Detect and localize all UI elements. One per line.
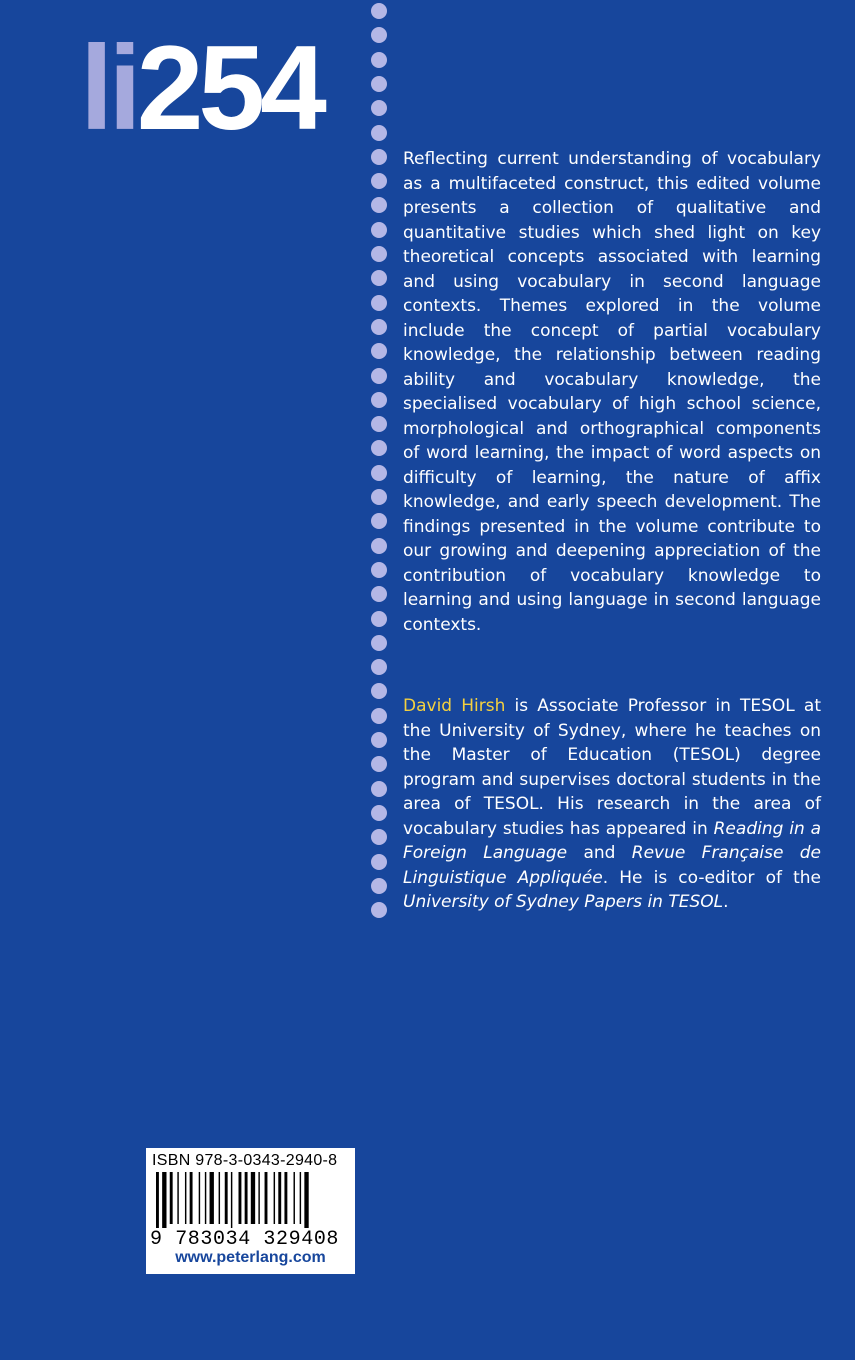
barcode-bar [185,1172,186,1224]
decorative-dot [371,319,387,335]
author-name: David Hirsh [403,696,506,716]
decorative-dot [371,732,387,748]
decorative-dot [371,246,387,262]
barcode-bar [231,1172,232,1228]
decorative-dot [371,708,387,724]
barcode-bar [156,1172,159,1228]
series-number-logo [80,21,322,155]
decorative-dot [371,295,387,311]
barcode-bar [304,1172,308,1228]
decorative-dot [371,368,387,384]
barcode-bar [177,1172,178,1224]
barcode-bar [300,1172,301,1224]
decorative-dot [371,659,387,675]
decorative-dot [371,125,387,141]
series-number: 254 [136,21,322,155]
bio-text: . [723,892,729,912]
book-description: Reflecting current understanding of vocabulary as a multifaceted construct, this edited volume presents a collection of qualitative and quantitative studies which shed light on key theoretical concepts associated with learning and using vocabulary in second language contexts. Themes explored in the volume include the concept of partial vocabulary knowledge, the relationship between reading ability and vocabulary knowledge, the specialised vocabulary of high school science, morphological and orthographical components of word learning, the impact of word aspects on difficulty of learning, the nature of affix knowledge, and early speech development. The findings presented in the volume contribute to our growing and deepening appreciation of the contribution of vocabulary knowledge to learning and using language in second language contexts. [403,149,821,635]
barcode-bar [284,1172,287,1224]
decorative-dot [371,222,387,238]
decorative-dot [371,513,387,529]
barcode-bar [239,1172,242,1224]
decorative-dot [371,854,387,870]
barcode-bar [245,1172,248,1224]
bio-text: . He is co-editor of the [602,867,821,888]
decorative-dot [371,562,387,578]
barcode-bar [205,1172,206,1224]
decorative-dot [371,343,387,359]
decorative-dot [371,611,387,627]
journal-title: Reading in a Foreign Language [403,818,821,863]
decorative-dot [371,878,387,894]
bio-text: and [567,843,632,863]
decorative-dot [371,538,387,554]
barcode-panel [146,1148,355,1274]
decorative-dot [371,902,387,918]
barcode-bar [210,1172,214,1224]
barcode-bar [199,1172,200,1224]
decorative-dot [371,586,387,602]
decorative-dot [371,52,387,68]
barcode-bar [190,1172,193,1224]
barcode-bar [274,1172,275,1224]
author-bio [403,694,821,915]
barcode-bar [251,1172,255,1224]
decorative-dot [371,829,387,845]
decorative-dot-column [371,0,389,900]
series-prefix: li [80,21,137,155]
decorative-dot [371,781,387,797]
bio-text: is Associate Professor in TESOL at the University of Sydney, where he teaches on the Master of Education (TESOL) degree program and supervises doctoral students in the area of TESOL. His research in the area of vocabulary studies has appeared in [403,696,821,839]
decorative-dot [371,392,387,408]
barcode-bar [170,1172,173,1224]
barcode-bar [294,1172,295,1224]
isbn-digits: 9 783034 329408 [150,1228,340,1251]
publisher-website: www.peterlang.com [175,1249,326,1266]
barcode-bar [225,1172,228,1224]
barcode-bar [162,1172,166,1228]
decorative-dot [371,440,387,456]
decorative-dot [371,3,387,19]
decorative-dot [371,465,387,481]
barcode-bar [219,1172,220,1224]
decorative-dot [371,416,387,432]
journal-title: Revue Française de Linguistique Appliquée [403,843,822,888]
decorative-dot [371,197,387,213]
decorative-dot [371,270,387,286]
barcode-bar [278,1172,281,1224]
decorative-dot [371,635,387,651]
barcode-bar [265,1172,268,1224]
barcode-bar [258,1172,259,1224]
barcode-graphic [156,1172,346,1228]
decorative-dot [371,489,387,505]
decorative-dot [371,149,387,165]
isbn-label: ISBN 978-3-0343-2940-8 [152,1152,338,1169]
decorative-dot [371,683,387,699]
decorative-dot [371,756,387,772]
decorative-dot [371,100,387,116]
decorative-dot [371,173,387,189]
journal-title: University of Sydney Papers in TESOL [403,892,724,912]
decorative-dot [371,76,387,92]
decorative-dot [371,805,387,821]
decorative-dot [371,27,387,43]
